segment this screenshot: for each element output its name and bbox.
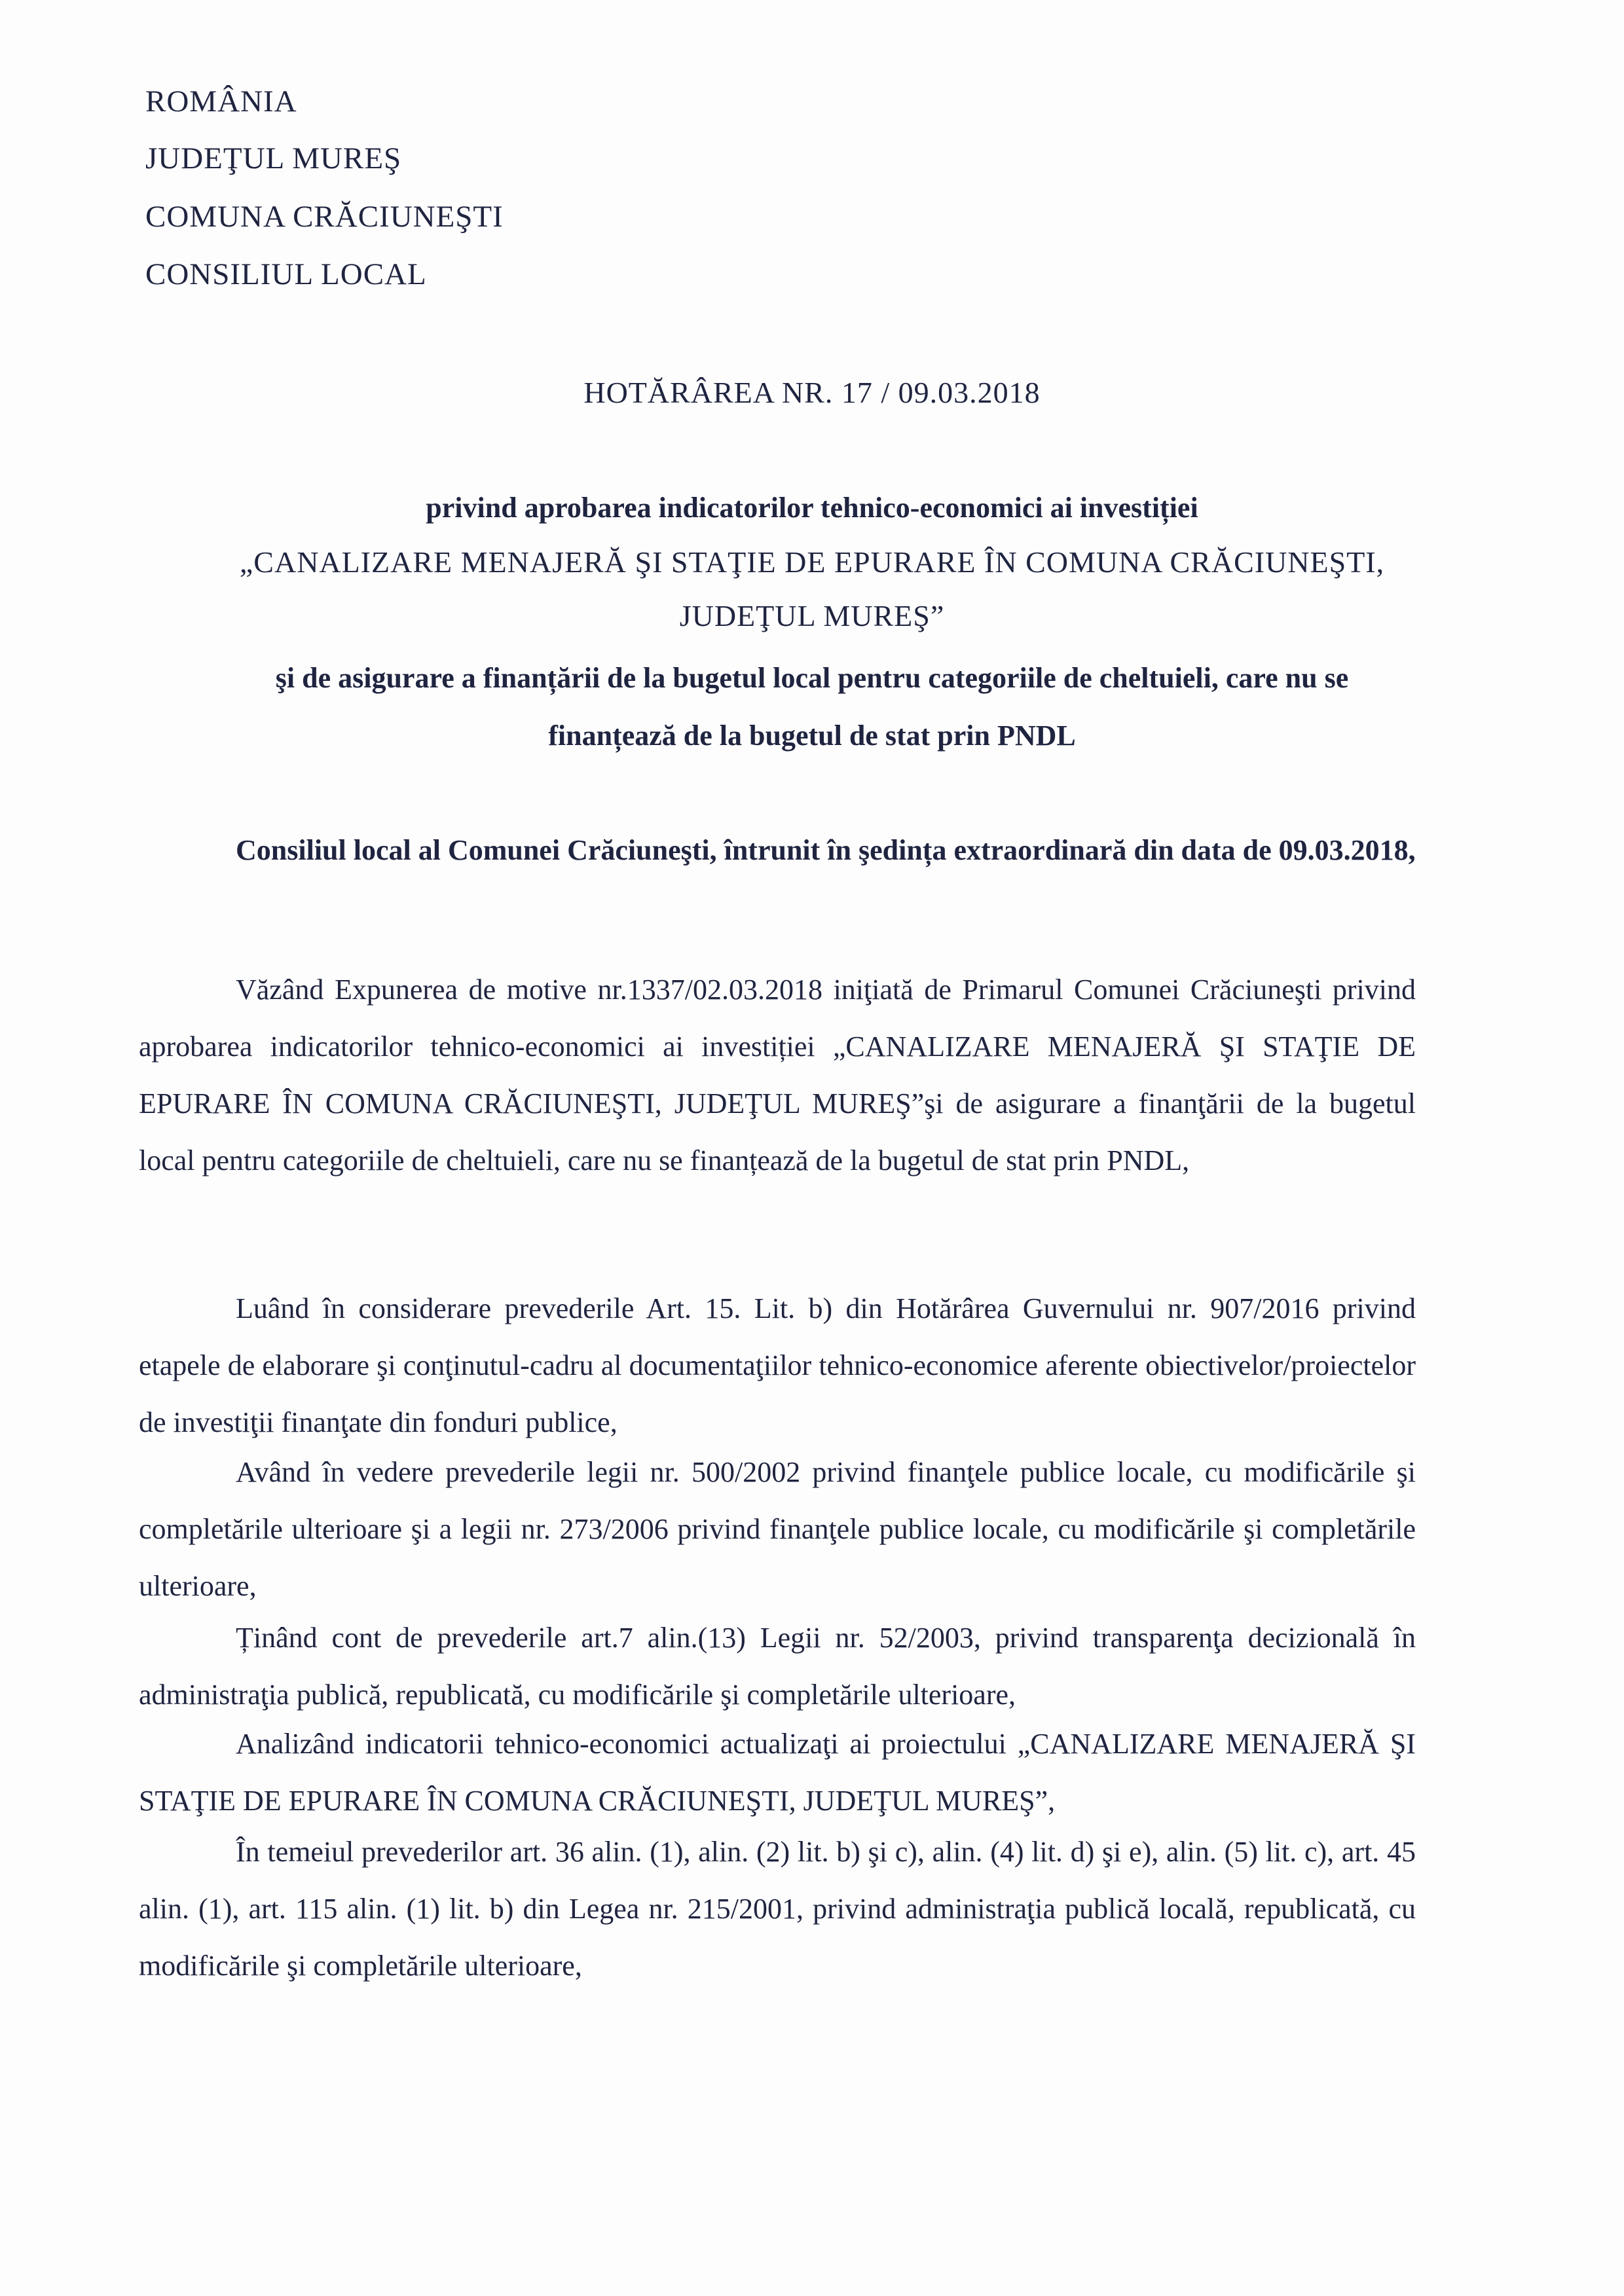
subject-line-3: JUDEŢUL MUREŞ” <box>679 599 945 632</box>
subject-line-2: „CANALIZARE MENAJERĂ ŞI STAŢIE DE EPURARE ÎN COMUNA CRĂCIUNEŞTI, <box>239 545 1385 579</box>
paragraph-legi: Având în vedere prevederile legii nr. 500/2002 privind finanţele publice locale, cu modificările şi completările ulterioare şi a legii nr. 273/2006 privind finanţele publice locale, cu modificările şi completările ulterioare, <box>139 1456 1416 1602</box>
paragraph-temei: În temeiul prevederilor art. 36 alin. (1), alin. (2) lit. b) şi c), alin. (4) lit. d) şi e), alin. (5) lit. c), art. 45 alin. (1), art. 115 alin. (1) lit. b) din Legea nr. 215/2001, privind administraţia publică locală, republicată, cu modificările şi completările ulterioare, <box>139 1836 1416 1982</box>
paragraph-expunere: Văzând Expunerea de motive nr.1337/02.03.2018 iniţiată de Primarul Comunei Crăciuneşti privind aprobarea indicatorilor tehnico-economici ai investiției „CANALIZARE MENAJERĂ ŞI STAŢIE DE EPURARE ÎN COMUNA CRĂCIUNEŞTI, JUDEŢUL MUREŞ”şi de asigurare a finanţării de la bugetul local pentru categoriile de cheltuieli, care nu se finanțează de la bugetul de stat prin PNDL, <box>139 974 1416 1176</box>
header-county: JUDEŢUL MUREŞ <box>145 141 402 175</box>
header-commune: COMUNA CRĂCIUNEŞTI <box>145 200 504 234</box>
paragraph-indicatori: Analizând indicatorii tehnico-economici actualizaţi ai proiectului „CANALIZARE MENAJERĂ ŞI STAŢIE DE EPURARE ÎN COMUNA CRĂCIUNEŞTI, JUDEŢUL MUREŞ”, <box>139 1728 1416 1817</box>
paragraph-hg: Luând în considerare prevederile Art. 15. Lit. b) din Hotărârea Guvernului nr. 907/2016 privind etapele de elaborare şi conţinutul-cadru al documentaţiilor tehnico-economice aferente obiectivelor/proiectelor de investiţii finanţate din fonduri publice, <box>139 1292 1416 1438</box>
paragraph-transparenta: Ținând cont de prevederile art.7 alin.(13) Legii nr. 52/2003, privind transparenţa decizională în administraţia publică, republicată, cu modificările şi completările ulterioare, <box>139 1622 1416 1711</box>
subject-line-1: privind aprobarea indicatorilor tehnico-economici ai investiției <box>426 492 1198 524</box>
decision-title: HOTĂRÂREA NR. 17 / 09.03.2018 <box>583 376 1041 409</box>
subject-line-5: finanțează de la bugetul de stat prin PNDL <box>548 720 1076 752</box>
header-council: CONSILIUL LOCAL <box>145 257 427 291</box>
intro-paragraph: Consiliul local al Comunei Crăciuneşti, întrunit în şedința extraordinară din data de 09.03.2018, <box>236 834 1416 866</box>
header-country: ROMÂNIA <box>145 84 297 118</box>
subject-line-4: şi de asigurare a finanțării de la bugetul local pentru categoriile de cheltuieli, care nu se <box>275 662 1349 694</box>
